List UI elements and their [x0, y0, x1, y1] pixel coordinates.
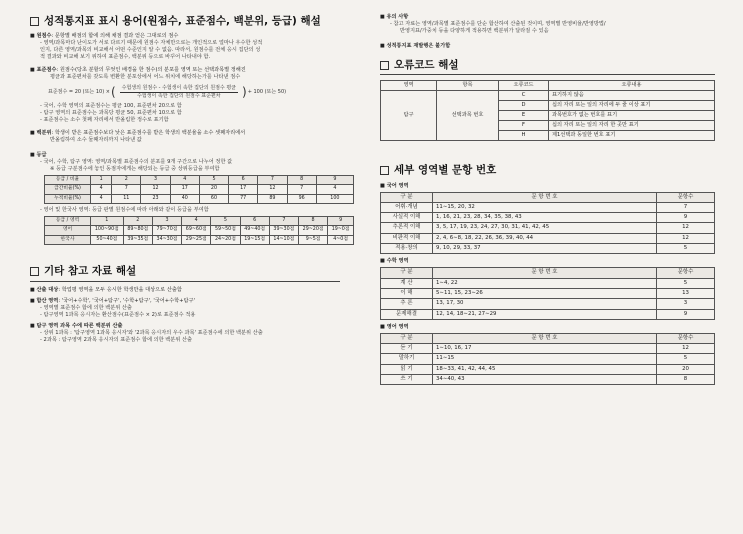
grade-header-cell: 5 [211, 217, 240, 226]
error-code-table [380, 80, 715, 141]
header-cell: 오류내용 [549, 81, 715, 91]
header-cell: 구 분 [381, 192, 433, 202]
header-cell: 문항수 [657, 192, 715, 202]
table-row [381, 364, 715, 374]
table-cell: 60 [199, 194, 228, 203]
grade-header-cell: 6 [240, 217, 269, 226]
count-cell: 5 [657, 354, 715, 364]
item-cell: 선택과목 번호 [437, 91, 499, 141]
count-cell: 12 [657, 223, 715, 233]
grade-header-cell: 2 [112, 175, 141, 184]
numbers-cell: 34∼40, 43 [433, 375, 657, 385]
standard-score-bullet-1: - 국어, 수학 영역의 표준점수는 평균 100, 표준편차 20으로 함 [40, 103, 182, 110]
percentile-heading: ■ 백분위: 학생이 받은 표준점수보다 낮은 표준점수를 받은 학생의 백분율을 소수 셋째자리에서 [30, 130, 362, 137]
table-cell: 4 [91, 194, 112, 203]
table-cell: 100 [316, 194, 353, 203]
table-corner-cell: 등급 / 영역 [45, 217, 91, 226]
notes-heading: ■ 유의 사항 [380, 14, 715, 21]
raw-score-line-3: 적 결과와 비교해 보기 위하여 표준점수, 백분위 등으로 바꾸어 나타내야 함. [40, 54, 211, 61]
table-row [381, 244, 715, 254]
table-cell: 29~25점 [182, 235, 211, 244]
grade-heading: ■ 등급 [30, 152, 362, 159]
inquiry-heading: ■ 탐구 영역 과목 수에 따른 백분위 산출 [30, 323, 362, 330]
korean-heading: ■ 국어 영역 [380, 183, 715, 190]
table-cell: 4 [91, 185, 112, 194]
grade-header-cell: 8 [287, 175, 316, 184]
formula-denominator: 수험생이 속한 집단의 원점수 표준편차 [136, 92, 221, 99]
row-label-cell: 영어 [45, 226, 91, 235]
code-cell: D [499, 101, 549, 111]
header-cell: 영역 [381, 81, 437, 91]
numbers-cell: 9, 10, 29, 33, 37 [433, 244, 657, 254]
table-row [381, 202, 715, 212]
grade-header-cell: 1 [91, 217, 124, 226]
header-cell: 오류코드 [499, 81, 549, 91]
count-cell: 9 [657, 213, 715, 223]
table-cell: 59~50점 [211, 226, 240, 235]
area-cell: 계 산 [381, 278, 433, 288]
desc-cell: 십의 자리 또는 일의 자리에 두 줄 이상 표기 [549, 101, 715, 111]
raw-score-line-1: - 영역/과목마다 난이도가 서로 다르기 때문에 원점수 자체만으로는 개인적으로 얼마나 우수한 성적 [40, 40, 263, 47]
checkbox-square-icon [30, 17, 39, 26]
formula-lhs: 표준점수 = 20 (또는 10) × [48, 88, 110, 95]
grade-header-cell: 3 [141, 175, 170, 184]
table-cell: 11 [112, 194, 141, 203]
header-cell: 구 분 [381, 333, 433, 343]
header-cell: 문항수 [657, 333, 715, 343]
grade-header-cell: 8 [298, 217, 327, 226]
section-title-text: 기타 참고 자료 해설 [44, 265, 137, 278]
grade-line-1: - 국어, 수학, 탐구 영역: 영역/과목별 표준점수의 분포를 9개 구간으로 나누어 정한 값 [40, 158, 233, 165]
area-cell: 추 론 [381, 299, 433, 309]
table-cell: 89 [258, 194, 287, 203]
numbers-cell: 1∼10, 16, 17 [433, 344, 657, 354]
code-cell: H [499, 131, 549, 141]
standard-score-bullet-2: - 탐구 영역의 표준점수는 과목당 평균 50, 표준편차 10으로 함 [40, 110, 182, 117]
count-cell: 12 [657, 233, 715, 243]
table-cell: 49~40점 [240, 226, 269, 235]
table-row [381, 309, 715, 319]
table-cell: 24~20점 [211, 235, 240, 244]
count-cell: 7 [657, 202, 715, 212]
table-row [381, 233, 715, 243]
row-label-cell: 누적비율(%) [45, 194, 91, 203]
area-cell: 사실적 이해 [381, 213, 433, 223]
sum-area-line-1: - 영역별 표준점수 합에 의한 백분위 산출 [40, 304, 132, 311]
area-cell: 어휘·개념 [381, 202, 433, 212]
table-row [45, 175, 354, 184]
count-cell: 8 [657, 375, 715, 385]
table-row [381, 354, 715, 364]
header-cell: 문 항 번 호 [433, 333, 657, 343]
numbers-cell: 1, 16, 21, 23, 28, 34, 35, 38, 43 [433, 213, 657, 223]
numbers-cell: 11∼15 [433, 354, 657, 364]
table-cell: 100~90점 [91, 226, 124, 235]
area-cell: 문제해결 [381, 309, 433, 319]
math-heading: ■ 수학 영역 [380, 258, 715, 265]
inquiry-line-2: - 2과목 : 탐구영역 2과목 응시자의 표준점수 합에 의한 백분위 산출 [40, 336, 192, 343]
table-cell: 14~10점 [269, 235, 298, 244]
table-row [45, 217, 354, 226]
raw-score-line-2: 인지, 다른 영역/과목의 비교해서 어떤 수준인지 알 수 없음. 따라서, 원점수를 전체 응시 집단의 성 [40, 47, 261, 54]
raw-score-heading: ■ 원점수: 문항별 배점의 합에 의해 채점 결과 얻은 그대로의 점수 [30, 33, 362, 40]
grade-header-cell: 1 [91, 175, 112, 184]
section-title-terms [30, 14, 362, 28]
right-column [380, 14, 715, 385]
code-cell: E [499, 111, 549, 121]
korean-item-table [380, 192, 715, 255]
section-title-error-codes [380, 58, 715, 75]
count-cell: 20 [657, 364, 715, 374]
section-title-text: 오류코드 해설 [394, 59, 459, 72]
header-cell: 문항수 [657, 268, 715, 278]
area-cell: 이 해 [381, 288, 433, 298]
numbers-cell: 2, 4, 6∼8, 18, 22, 26, 36, 39, 40, 44 [433, 233, 657, 243]
table-cell: 89~80점 [123, 226, 152, 235]
formula-fraction [120, 85, 238, 100]
table-row [381, 375, 715, 385]
desc-cell: 표기하지 않음 [549, 91, 715, 101]
numbers-cell: 1∼4, 22 [433, 278, 657, 288]
table-cell: 96 [287, 194, 316, 203]
table-row [45, 185, 354, 194]
sum-area-line-2: - 탐구영역 1과목 응시자는 환산점수(표준점수 × 2)로 표준점수 적용 [40, 311, 196, 318]
code-cell: C [499, 91, 549, 101]
table-cell: 40 [170, 194, 199, 203]
left-column [30, 14, 362, 344]
grade-header-cell: 4 [170, 175, 199, 184]
table-row [381, 299, 715, 309]
table-cell: 29~20점 [298, 226, 327, 235]
standard-score-heading: ■ 표준점수: 원점수(당초 분할의 무엇인 배경을 한 점수)의 분포를 영역 또는 선택과목별 정해진 [30, 67, 362, 74]
table-row [381, 213, 715, 223]
table-cell: 23 [141, 194, 170, 203]
table-row [381, 344, 715, 354]
sum-area-heading: ■ 합산 영역: '국어+수학', '국어+탐구', '수학+탐구', '국어+수학+탐구' [30, 298, 362, 305]
table-cell: 12 [258, 185, 287, 194]
checkbox-square-icon [30, 267, 39, 276]
table-cell: 39~35점 [123, 235, 152, 244]
numbers-cell: 18∼33, 41, 42, 44, 45 [433, 364, 657, 374]
grade-header-cell: 2 [123, 217, 152, 226]
table-corner-cell: 등급 / 비율 [45, 175, 91, 184]
table-cell: 17 [170, 185, 199, 194]
reissue-notice: ■ 성적통지표 재발행은 불가함 [380, 43, 715, 50]
numbers-cell: 13, 17, 30 [433, 299, 657, 309]
inquiry-line-1: - 상위 1과목 : '탐구영역 1과목 응시자'와 '2과목 응시자의 우수 과목' 표준점수에 의한 백분위 산출 [40, 329, 263, 336]
grade-header-cell: 7 [269, 217, 298, 226]
table-cell: 50~40점 [91, 235, 124, 244]
table-row [381, 223, 715, 233]
table-cell: 77 [229, 194, 258, 203]
area-cell: 듣 기 [381, 344, 433, 354]
math-item-table [380, 267, 715, 319]
english-item-table [380, 333, 715, 385]
standard-score-line-2: 평균과 표준편차를 갖도록 변환한 분포상에서 어느 위치에 해당하는가를 나타낸 점수 [50, 74, 241, 81]
area-cell: 탐구 [381, 91, 437, 141]
grade-header-cell: 5 [199, 175, 228, 184]
percentile-line-2: 반올림하여 소수 둘째자리까지 나타낸 값 [50, 136, 142, 143]
numbers-cell: 3, 5, 17, 19, 23, 24, 27, 30, 31, 41, 42, 45 [433, 223, 657, 233]
english-history-grade-table [44, 216, 354, 245]
grade-header-cell: 9 [328, 217, 354, 226]
grade-header-cell: 3 [152, 217, 181, 226]
table-cell: 34~30점 [152, 235, 181, 244]
table-header-row [381, 333, 715, 343]
numbers-cell: 5∼11, 15, 23∼26 [433, 288, 657, 298]
area-cell: 읽 기 [381, 364, 433, 374]
desc-cell: 과목번호가 없는 번호를 표기 [549, 111, 715, 121]
table-header-row [381, 268, 715, 278]
row-label-cell: 급간비율(%) [45, 185, 91, 194]
standard-score-bullet-3: - 표준점수는 소수 첫째 자리에서 반올림한 정수로 표기함 [40, 117, 169, 124]
notes-line-2: 반영지표/가중치 등을 다양하게 적용하면 백분위가 달라질 수 있음 [400, 28, 549, 35]
table-row [381, 288, 715, 298]
table-row [45, 226, 354, 235]
english-heading: ■ 영어 영역 [380, 324, 715, 331]
table-row [45, 194, 354, 203]
formula-rhs: + 100 (또는 50) [247, 88, 287, 95]
count-cell: 5 [657, 244, 715, 254]
grade-header-cell: 6 [229, 175, 258, 184]
area-cell: 추론적 이해 [381, 223, 433, 233]
table-header-row [381, 192, 715, 202]
standard-score-formula [48, 84, 362, 100]
notes-line-1: - 참고 자료는 영역/과목별 표준점수를 단순 합산하여 산출된 것이며, 영역별 반영비율/반영방법/ [390, 21, 606, 28]
checkbox-square-icon [380, 61, 389, 70]
grade-header-cell: 9 [316, 175, 353, 184]
grade-header-cell: 4 [182, 217, 211, 226]
formula-numerator: 수험생의 원점수 - 수험생이 속한 집단의 원점수 평균 [121, 85, 236, 92]
grade-ratio-table [44, 175, 354, 204]
table-row [381, 278, 715, 288]
section-title-reference [30, 264, 340, 281]
table-cell: 4~0점 [328, 235, 354, 244]
numbers-cell: 12, 14, 18∼21, 27∼29 [433, 309, 657, 319]
table-cell: 69~60점 [182, 226, 211, 235]
header-cell: 문 항 번 호 [433, 268, 657, 278]
paren-close-icon: ) [242, 85, 247, 100]
table-cell: 79~70점 [152, 226, 181, 235]
header-cell: 항목 [437, 81, 499, 91]
header-cell: 구 분 [381, 268, 433, 278]
table-cell: 19~15점 [240, 235, 269, 244]
numbers-cell: 11∼15, 20, 32 [433, 202, 657, 212]
count-cell: 3 [657, 299, 715, 309]
desc-cell: 십의 자리 또는 일의 자리 한 곳만 표기 [549, 121, 715, 131]
calc-target-heading: ■ 산출 대상: 학업평 영역을 모두 응시한 학생만을 대상으로 산출함 [30, 287, 362, 294]
area-cell: 적용·창의 [381, 244, 433, 254]
table-cell: 20 [199, 185, 228, 194]
section-title-text: 세부 영역별 문항 번호 [394, 164, 497, 177]
table-cell: 19~0점 [328, 226, 354, 235]
table-cell: 7 [287, 185, 316, 194]
table-row [45, 235, 354, 244]
count-cell: 13 [657, 288, 715, 298]
grade-line-2: ※ 등급 구분점수에 놓인 동점자에게는 해당되는 등급 중 상위등급을 부여함 [50, 165, 220, 172]
code-cell: F [499, 121, 549, 131]
section-title-item-numbers [380, 163, 715, 177]
section-title-text: 성적통지표 표시 용어(원점수, 표준점수, 백분위, 등급) 해설 [44, 15, 321, 27]
grade-header-cell: 7 [258, 175, 287, 184]
row-label-cell: 한국사 [45, 235, 91, 244]
area-cell: 쓰 기 [381, 375, 433, 385]
grade-line-3: - 영어 및 한국사 영역: 등급 판별 원점수에 따라 아래와 같이 등급을 부여함 [40, 206, 209, 213]
table-cell: 9~5점 [298, 235, 327, 244]
paren-open-icon: ( [110, 85, 116, 100]
table-row [381, 91, 715, 101]
area-cell: 말하기 [381, 354, 433, 364]
count-cell: 9 [657, 309, 715, 319]
checkbox-square-icon [380, 166, 389, 175]
table-cell: 7 [112, 185, 141, 194]
table-header-row [381, 81, 715, 91]
table-cell: 4 [316, 185, 353, 194]
table-cell: 17 [229, 185, 258, 194]
count-cell: 12 [657, 344, 715, 354]
table-cell: 12 [141, 185, 170, 194]
count-cell: 5 [657, 278, 715, 288]
header-cell: 문 항 번 호 [433, 192, 657, 202]
area-cell: 비판적 이해 [381, 233, 433, 243]
desc-cell: 제1선택과 동일한 번호 표기 [549, 131, 715, 141]
table-cell: 39~30점 [269, 226, 298, 235]
